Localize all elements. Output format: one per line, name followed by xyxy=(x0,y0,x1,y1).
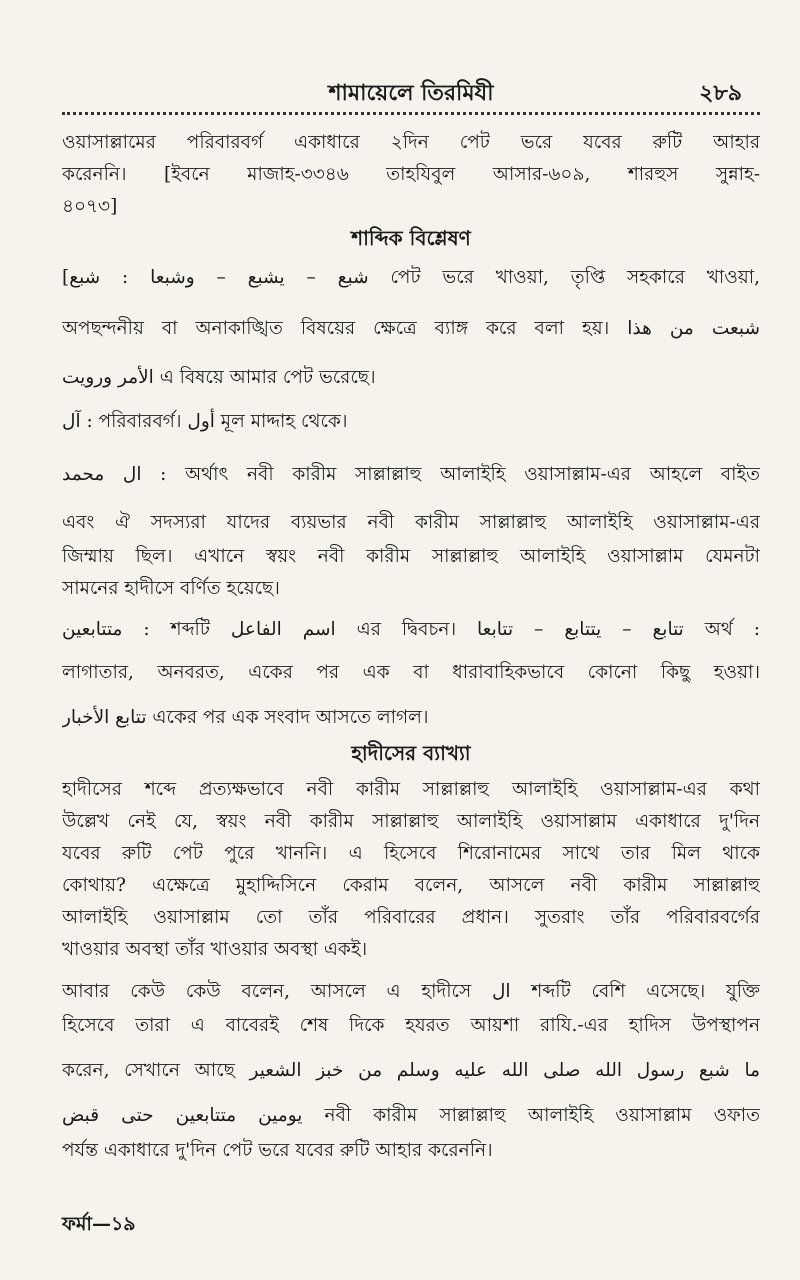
text-line: ৪০৭৩] xyxy=(62,196,118,217)
text-line: ওয়াসাল্লামের পরিবারবর্গ একাধারে ২দিন পেট ভরে যবের রুটি আহার xyxy=(62,132,760,153)
text-line: হিসেবে তারা এ বাবেরই শেষ দিকে হযরত আয়শা রাযি.-এর হাদিস উপস্থাপন xyxy=(62,1015,760,1036)
page-number: ২৮৯ xyxy=(699,80,742,106)
header-dotted-rule xyxy=(62,112,760,115)
text-line: পর্যন্ত একাধারে দু'দিন পেট ভরে যবের রুটি আহার করেননি। xyxy=(62,1140,493,1161)
text-line: تتابع الأخبار একের পর এক সংবাদ আসতে লাগল। xyxy=(62,707,429,728)
text-line: [شبع – يشبع – وشبعا : شبع পেট ভরে খাওয়া, তৃপ্তি সহকারে খাওয়া, xyxy=(62,267,760,288)
text-line: يومين متتابعين حتى قبض নবী কারীম সাল্লাল্লাহু আলাইহি ওয়াসাল্লাম ওফাত xyxy=(62,1105,760,1126)
text-line: এবং ঐ সদস্যরা যাদের ব্যয়ভার নবী কারীম সাল্লাল্লাহু আলাইহি ওয়াসাল্লাম-এর xyxy=(62,512,760,533)
section-heading: শাব্দিক বিশ্লেষণ xyxy=(351,226,471,250)
section-heading: হাদীসের ব্যাখ্যা xyxy=(351,741,471,765)
page-header xyxy=(62,70,760,110)
text-line: লাগাতার, অনবরত, একের পর এক বা ধারাবাহিকভাবে কোনো কিছু হওয়া। xyxy=(62,662,760,683)
text-line: অপছন্দনীয় বা অনাকাঙ্খিত বিষয়ের ক্ষেত্রে ব্যাঙ্গ করে বলা হয়। شبعت من هذا xyxy=(62,318,760,339)
running-title: শামায়েলে তিরমিযী xyxy=(328,80,494,106)
text-line: যবের রুটি পেট পুরে খাননি। এ হিসেবে শিরোনামের সাথে তার মিল থাকে xyxy=(62,843,760,864)
text-line: আবার কেউ কেউ বলেন, আসলে এ হাদীসে ال শব্দটি বেশি এসেছে। যুক্তি xyxy=(62,981,760,1002)
text-line: متتابعين : শব্দটি اسم الفاعل এর দ্বিবচন। تتابع – يتتابع – تتابعا অর্থ : xyxy=(62,619,760,640)
text-line: কোথায়? এক্ষেত্রে মুহাদ্দিসিনে কেরাম বলেন, আসলে নবী কারীম সাল্লাল্লাহু xyxy=(62,875,760,896)
text-line: খাওয়ার অবস্থা তাঁর খাওয়ার অবস্থা একই। xyxy=(62,939,368,960)
text-line: সামনের হাদীসে বর্ণিত হয়েছে। xyxy=(62,578,280,599)
text-line: উল্লেখ নেই যে, স্বয়ং নবী কারীম সাল্লাল্লাহু আলাইহি ওয়াসাল্লাম একাধারে দু'দিন xyxy=(62,811,760,832)
text-line: হাদীসের শব্দে প্রত্যক্ষভাবে নবী কারীম সাল্লাল্লাহু আলাইহি ওয়াসাল্লাম-এর কথা xyxy=(62,779,760,800)
text-line: آل : পরিবারবর্গ। أول মূল মাদ্দাহ থেকে। xyxy=(62,411,348,432)
signature-mark: ফর্মা—১৯ xyxy=(62,1213,136,1235)
text-line: الأمر ورويت এ বিষয়ে আমার পেট ভরেছে। xyxy=(62,367,376,388)
text-line: জিম্মায় ছিল। এখানে স্বয়ং নবী কারীম সাল্লাল্লাহু আলাইহি ওয়াসাল্লাম যেমনটা xyxy=(62,546,760,567)
text-line: করেননি। [ইবনে মাজাহ-৩৩৪৬ তাহযিবুল আসার-৬০৯, শারহুস সুন্নাহ- xyxy=(62,164,760,185)
text-line: ال محمد : অর্থাৎ নবী কারীম সাল্লাল্লাহু আলাইহি ওয়াসাল্লাম-এর আহলে বাইত xyxy=(62,464,760,485)
text-line: করেন, সেখানে আছে ما شبع رسول الله صلى الله عليه وسلم من خبز الشعير xyxy=(62,1060,760,1081)
text-line: আলাইহি ওয়াসাল্লাম তো তাঁর পরিবারের প্রধান। সুতরাং তাঁর পরিবারবর্গের xyxy=(62,907,760,928)
